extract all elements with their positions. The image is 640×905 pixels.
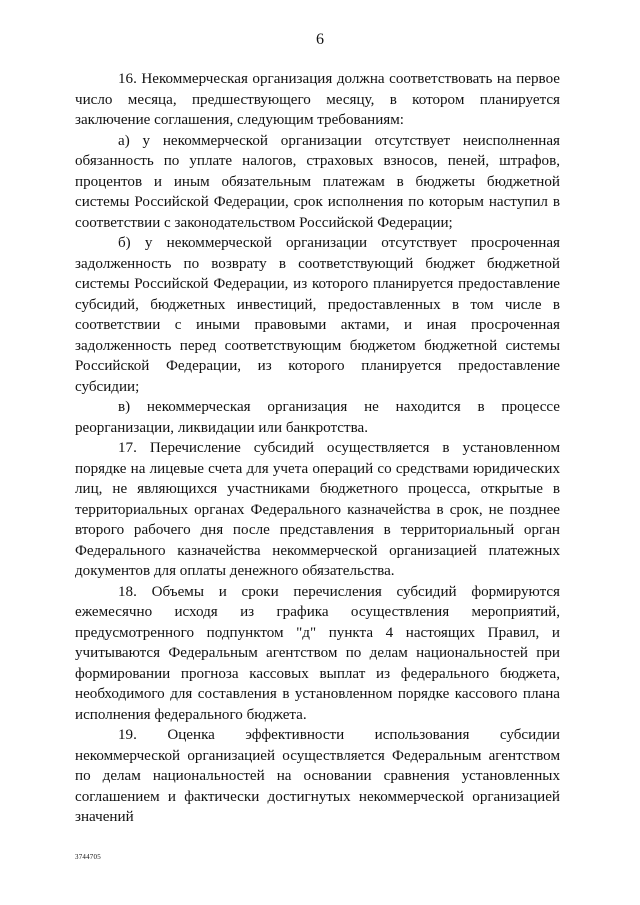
- paragraph-18: 18. Объемы и сроки перечисления субсидий формируются ежемесячно исходя из графика осуществления мероприятий, предусмотренного подпунктом "д" пункта 4 настоящих Правил, и учитываются Федеральным агентством по делам национальностей при формировании прогноза кассовых выплат из федерального бюджета, необходимого для составления в установленном порядке кассового плана исполнения федерального бюджета.: [75, 583, 560, 723]
- document-code: 3744705: [75, 853, 101, 861]
- paragraph-16-v: в) некоммерческая организация не находится в процессе реорганизации, ликвидации или банкротства.: [75, 399, 560, 436]
- paragraph-19: 19. Оценка эффективности использования субсидии некоммерческой организацией осуществляется Федеральным агентством по делам национальностей на основании сравнения установленных соглашением и фактически достигнутых некоммерческой организацией значений: [75, 727, 560, 825]
- paragraph-16-a: а) у некоммерческой организации отсутствует неисполненная обязанность по уплате налогов, страховых взносов, пеней, штрафов, процентов и иным обязательным платежам в бюджеты бюджетной системы Российской Федерации, срок исполнения по которым наступил в соответствии с законодательством Российской Федерации;: [75, 132, 560, 231]
- document-body: [75, 69, 560, 828]
- paragraph-17: 17. Перечисление субсидий осуществляется в установленном порядке на лицевые счета для учета операций со средствами юридических лиц, не являющихся участниками бюджетного процесса, открытые в территориальных органах Федерального казначейства в срок, не позднее второго рабочего дня после представления в территориальный орган Федерального казначейства некоммерческой организацией платежных документов для оплаты денежного обязательства.: [75, 440, 560, 579]
- paragraph-16: 16. Некоммерческая организация должна соответствовать на первое число месяца, предшествующего месяцу, в котором планируется заключение соглашения, следующим требованиям:: [75, 71, 560, 128]
- page-number: 6: [316, 31, 324, 48]
- paragraph-16-b: б) у некоммерческой организации отсутствует просроченная задолженность по возврату в соответствующий бюджет бюджетной системы Российской Федерации, из которого планируется предоставление субсидий, бюджетных инвестиций, предоставленных в том числе в соответствии с иными правовыми актами, и иная просроченная задолженность перед соответствующим бюджетом бюджетной системы Российской Федерации, из которого планируется предоставление субсидии;: [75, 235, 560, 395]
